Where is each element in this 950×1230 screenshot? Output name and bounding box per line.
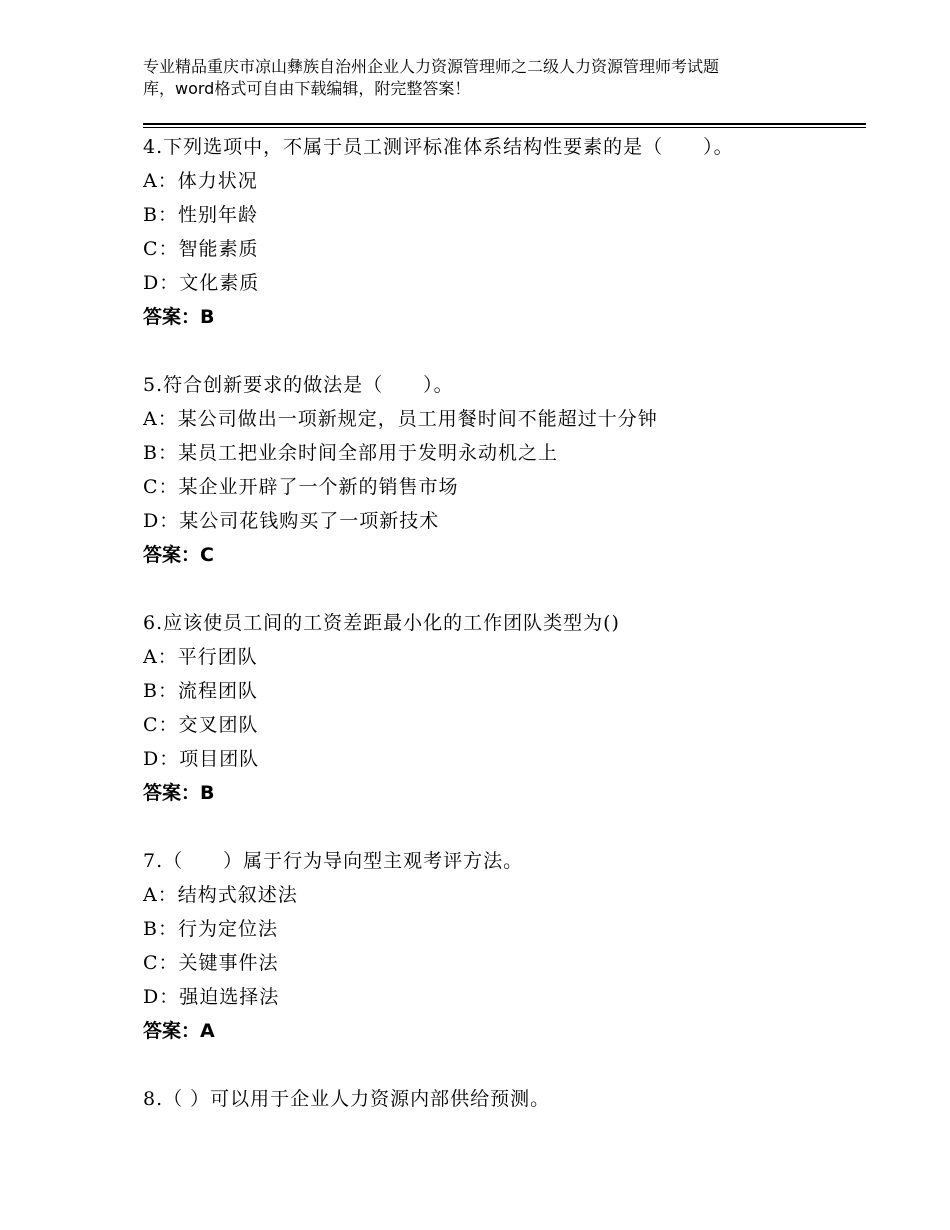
question-stem: 8.（ ）可以用于企业人力资源内部供给预测。: [143, 1088, 551, 1110]
answer-label: 答案：B: [143, 306, 215, 328]
option-b: B：性别年龄: [143, 204, 258, 226]
option-a: A：某公司做出一项新规定，员工用餐时间不能超过十分钟: [143, 408, 658, 430]
answer-label: 答案：A: [143, 1020, 215, 1042]
option-a: A：平行团队: [143, 646, 258, 668]
question-8: [143, 1082, 863, 1116]
question-stem: 4.下列选项中，不属于员工测评标准体系结构性要素的是（ ）。: [143, 136, 734, 158]
question-stem: 7.（ ）属于行为导向型主观考评方法。: [143, 850, 524, 872]
question-spacer: [143, 334, 863, 368]
option-c: C：交叉团队: [143, 714, 259, 736]
header-divider-thick: [143, 123, 866, 125]
answer-label: 答案：C: [143, 544, 214, 566]
header-line-1: 专业精品重庆市凉山彝族自治州企业人力资源管理师之二级人力资源管理师考试题: [143, 57, 720, 76]
option-b: B：某员工把业余时间全部用于发明永动机之上: [143, 442, 558, 464]
option-d: D：强迫选择法: [143, 986, 280, 1008]
question-4: [143, 130, 863, 334]
question-list: [143, 130, 863, 1116]
header-divider-thin: [143, 127, 866, 128]
option-d: D：文化素质: [143, 272, 260, 294]
option-a: A：体力状况: [143, 170, 258, 192]
question-stem: 5.符合创新要求的做法是（ ）。: [143, 374, 454, 396]
option-b: B：行为定位法: [143, 918, 278, 940]
question-6: [143, 606, 863, 810]
answer-label: 答案：B: [143, 782, 215, 804]
option-d: D：某公司花钱购买了一项新技术: [143, 510, 440, 532]
option-b: B：流程团队: [143, 680, 258, 702]
option-c: C：关键事件法: [143, 952, 279, 974]
option-a: A：结构式叙述法: [143, 884, 298, 906]
question-spacer: [143, 1048, 863, 1082]
header-line-2: 库，word格式可自由下载编辑，附完整答案！: [143, 79, 471, 98]
question-5: [143, 368, 863, 572]
question-stem: 6.应该使员工间的工资差距最小化的工作团队类型为(): [143, 612, 620, 634]
question-spacer: [143, 810, 863, 844]
document-header: [143, 56, 843, 100]
option-c: C：某企业开辟了一个新的销售市场: [143, 476, 459, 498]
question-spacer: [143, 572, 863, 606]
option-c: C：智能素质: [143, 238, 259, 260]
question-7: [143, 844, 863, 1048]
option-d: D：项目团队: [143, 748, 260, 770]
